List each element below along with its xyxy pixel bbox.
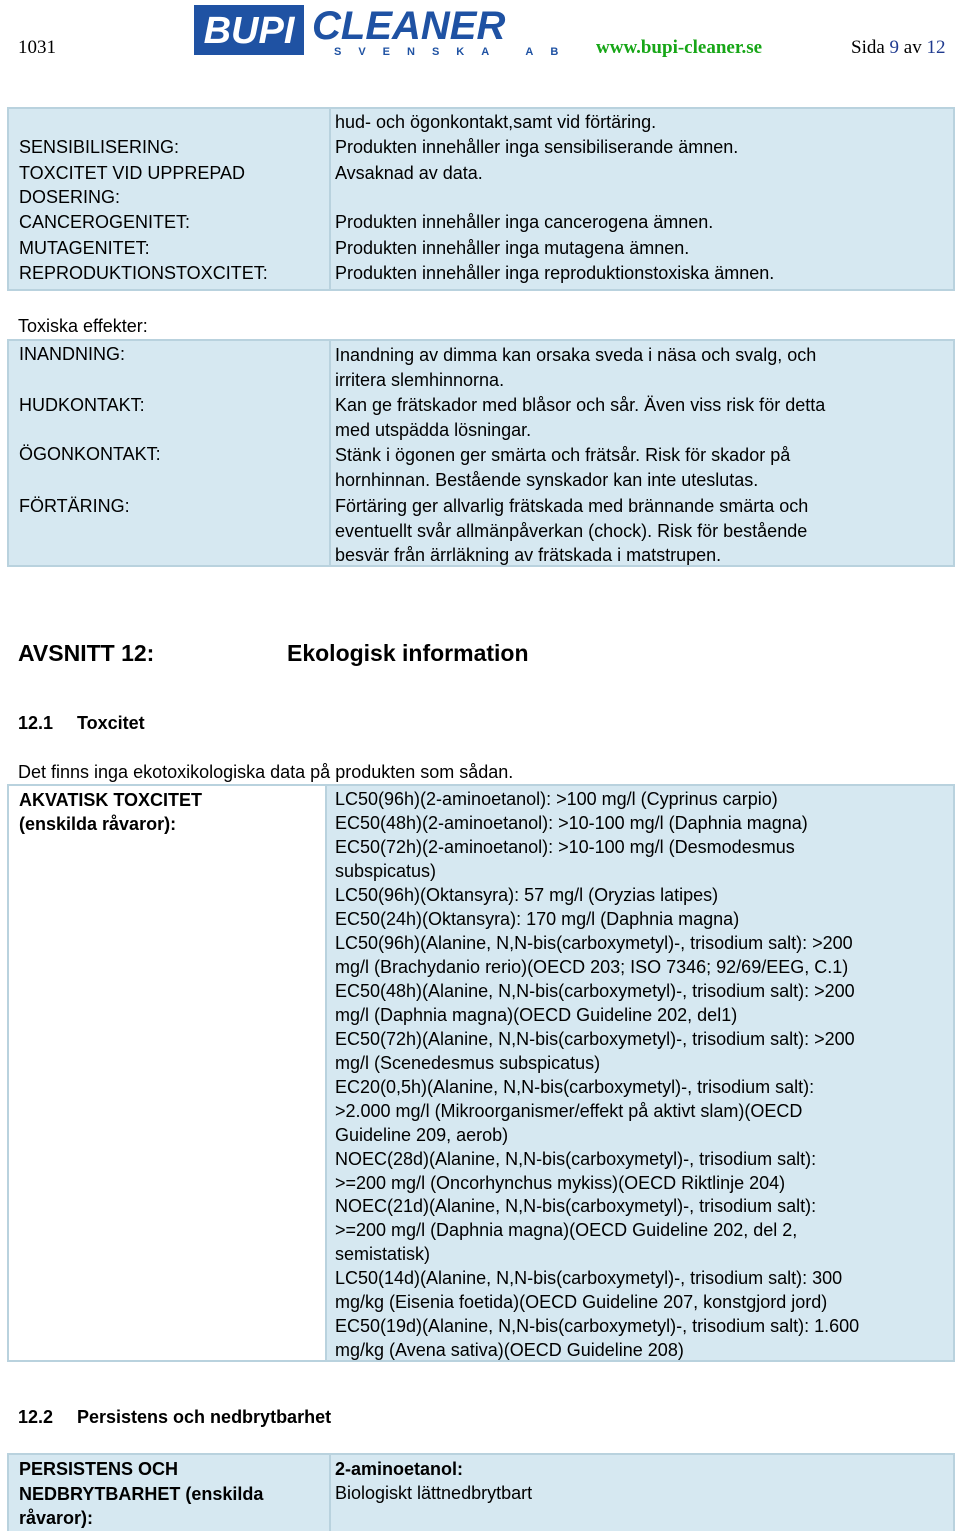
ecotox-intro: Det finns inga ekotoxikologiska data på produkten som sådan.	[18, 762, 514, 782]
aq-line: EC50(48h)(2-aminoetanol): >10-100 mg/l (Daphnia magna)	[335, 812, 808, 833]
page-prefix: Sida	[851, 37, 885, 58]
aq-line: subspicatus)	[335, 860, 437, 881]
aquatic-values	[335, 788, 859, 1363]
value-sensitization: Produkten innehåller inga sensibiliserande ämnen.	[335, 137, 739, 157]
section-title: Ekologisk information	[287, 640, 529, 666]
toxicity-first-value: hud- och ögonkontakt,samt vid förtäring.	[335, 112, 657, 132]
label-sensitization: SENSIBILISERING:	[19, 137, 180, 157]
aq-line: mg/kg (Eisenia foetida)(OECD Guideline 207, konstgjord jord)	[335, 1292, 828, 1313]
persistence-table	[7, 1453, 955, 1531]
aquatic-label-line1: AKVATISK TOXCITET	[19, 790, 203, 810]
label-inhalation: INANDNING:	[19, 344, 126, 364]
aq-line: >=200 mg/l (Daphnia magna)(OECD Guideline 202, del 2,	[335, 1220, 798, 1241]
page-total: 12	[926, 37, 946, 58]
aq-line: LC50(96h)(Alanine, N,N-bis(carboxymetyl)-, trisodium salt): >200	[335, 932, 853, 953]
aq-line: >2.000 mg/l (Mikroorganismer/effekt på aktivt slam)(OECD	[335, 1100, 803, 1121]
label-repeated-dose: TOXCITET VID UPPREPAD	[19, 163, 246, 183]
page-indicator	[851, 37, 945, 59]
aq-line: LC50(96h)(2-aminoetanol): >100 mg/l (Cyprinus carpio)	[335, 789, 778, 809]
aq-line: EC50(72h)(Alanine, N,N-bis(carboxymetyl)-, trisodium salt): >200	[335, 1028, 855, 1049]
value-skin-contact: Kan ge frätskador med blåsor och sår. Även viss risk för detta med utspädda lösningar.	[335, 395, 826, 440]
subsection-12-1-title: Toxcitet	[77, 713, 145, 733]
section-number: AVSNITT 12:	[18, 640, 155, 666]
aq-line: NOEC(21d)(Alanine, N,N-bis(carboxymetyl)-, trisodium salt):	[335, 1196, 817, 1217]
effects-table	[7, 339, 955, 567]
aq-line: mg/l (Daphnia magna)(OECD Guideline 202, del1)	[335, 1004, 738, 1025]
persistence-label: PERSISTENS OCH NEDBRYTBARHET (enskilda råvaror):	[19, 1459, 264, 1528]
value-repeated-dose: Avsaknad av data.	[335, 163, 483, 183]
value-mutagenicity: Produkten innehåller inga mutagena ämnen.	[335, 238, 690, 258]
persistence-substance: 2-aminoetanol:	[335, 1459, 464, 1479]
aq-line: EC50(48h)(Alanine, N,N-bis(carboxymetyl)-, trisodium salt): >200	[335, 980, 855, 1001]
toxicity-table	[7, 107, 955, 291]
page-header	[0, 0, 960, 100]
aquatic-toxicity-table	[7, 784, 955, 1362]
svg-text:BUPI: BUPI	[203, 10, 295, 52]
label-dosing: DOSERING:	[19, 187, 121, 207]
svg-text:SVENSKA AB: SVENSKA AB	[334, 46, 576, 58]
label-ingestion: FÖRTÄRING:	[19, 496, 130, 516]
aq-line: mg/l (Scenedesmus subspicatus)	[335, 1052, 601, 1073]
aq-line: LC50(14d)(Alanine, N,N-bis(carboxymetyl)-, trisodium salt): 300	[335, 1268, 843, 1289]
aq-line: semistatisk)	[335, 1244, 431, 1265]
subsection-12-2-title: Persistens och nedbrytbarhet	[77, 1407, 332, 1427]
aq-line: EC50(72h)(2-aminoetanol): >10-100 mg/l (Desmodesmus	[335, 836, 795, 857]
subsection-12-2-number: 12.2	[18, 1407, 54, 1427]
value-inhalation: Inandning av dimma kan orsaka sveda i näsa och svalg, och irritera slemhinnorna.	[335, 345, 817, 390]
aq-line: EC20(0,5h)(Alanine, N,N-bis(carboxymetyl)-, trisodium salt):	[335, 1076, 815, 1097]
label-mutagenicity: MUTAGENITET:	[19, 238, 150, 258]
aquatic-label-line2: (enskilda råvaror):	[19, 814, 177, 834]
aq-line: Guideline 209, aerob)	[335, 1124, 509, 1145]
aq-line: LC50(96h)(Oktansyra): 57 mg/l (Oryzias latipes)	[335, 884, 719, 905]
label-eye-contact: ÖGONKONTAKT:	[19, 444, 161, 464]
effects-heading: Toxiska effekter:	[18, 316, 148, 336]
aq-line: mg/kg (Avena sativa)(OECD Guideline 208)	[335, 1340, 684, 1361]
subsection-12-1-number: 12.1	[18, 713, 54, 733]
document-number: 1031	[18, 37, 56, 58]
value-ingestion: Förtäring ger allvarlig frätskada med brännande smärta och eventuellt svår allmänpåverkan (chock). Risk för bestående besvär från ärrläkning av frätskada i matstrupen.	[335, 496, 809, 565]
value-reproductive-toxicity: Produkten innehåller inga reproduktionstoxiska ämnen.	[335, 263, 775, 283]
page-current: 9	[889, 37, 900, 58]
aq-line: >=200 mg/l (Oncorhynchus mykiss)(OECD Riktlinje 204)	[335, 1172, 786, 1193]
persistence-value: Biologiskt lättnedbrytbart	[335, 1483, 533, 1503]
aq-line: mg/l (Brachydanio rerio)(OECD 203; ISO 7346; 92/69/EEG, C.1)	[335, 956, 849, 977]
aq-line: EC50(24h)(Oktansyra): 170 mg/l (Daphnia magna)	[335, 908, 740, 929]
aq-line: NOEC(28d)(Alanine, N,N-bis(carboxymetyl)-, trisodium salt):	[335, 1148, 817, 1169]
svg-text:CLEANER: CLEANER	[312, 4, 506, 48]
page-separator: av	[903, 37, 922, 58]
website-link[interactable]: www.bupi-cleaner.se	[596, 37, 763, 58]
value-eye-contact: Stänk i ögonen ger smärta och frätsår. Risk för skador på hornhinnan. Bestående synskador kan inte uteslutas.	[335, 445, 791, 490]
label-carcinogenicity: CANCEROGENITET:	[19, 212, 191, 232]
bupi-cleaner-logo	[194, 3, 576, 58]
aq-line: EC50(19d)(Alanine, N,N-bis(carboxymetyl)-, trisodium salt): 1.600	[335, 1316, 860, 1337]
value-carcinogenicity: Produkten innehåller inga cancerogena ämnen.	[335, 212, 714, 232]
label-reproductive-toxicity: REPRODUKTIONSTOXCITET:	[19, 263, 268, 283]
label-skin-contact: HUDKONTAKT:	[19, 395, 145, 415]
